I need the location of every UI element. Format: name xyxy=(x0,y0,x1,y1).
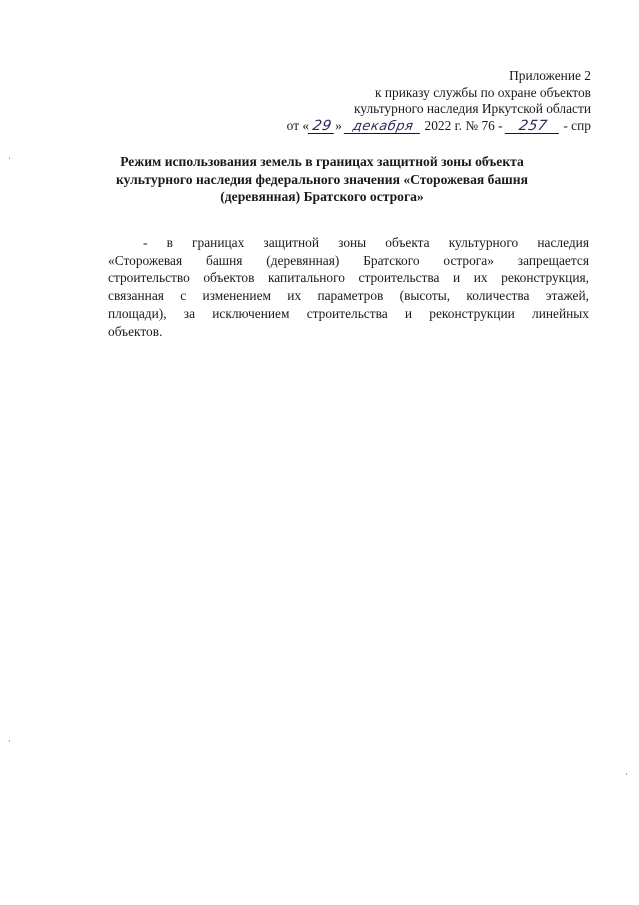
date-prefix: от « xyxy=(286,117,310,133)
scan-speck xyxy=(9,740,10,742)
order-year-number: 2022 г. № 76 - xyxy=(424,117,503,133)
scan-speck xyxy=(9,157,10,159)
order-suffix: - спр xyxy=(563,117,591,133)
order-reference: к приказу службы по охране объектов xyxy=(375,84,591,100)
appendix-number: Приложение 2 xyxy=(509,68,591,83)
title-line-2: культурного наследия федерального значения «Сторожевая башня xyxy=(116,171,528,187)
paragraph-line-2: «Сторожевая башня (деревянная) Братского острога» запрещается xyxy=(108,252,589,268)
handwritten-day: 29 xyxy=(308,120,336,134)
appendix-header xyxy=(231,68,591,134)
agency-name: культурного наследия Иркутской области xyxy=(354,101,591,116)
title-line-3: (деревянная) Братского острога» xyxy=(220,189,424,204)
handwritten-order-number: 257 xyxy=(505,120,561,134)
regulation-paragraph xyxy=(108,234,589,340)
handwritten-month: декабря xyxy=(344,120,422,134)
scan-speck xyxy=(626,773,627,775)
document-title xyxy=(96,153,548,206)
title-line-1: Режим использования земель в границах защитной зоны объекта xyxy=(120,154,524,169)
date-quote-close: » xyxy=(335,117,342,133)
paragraph-line-6: объектов. xyxy=(108,323,163,339)
order-date-line xyxy=(231,118,591,135)
paragraph-line-4: связанная с изменением их параметров (высоты, количества этажей, xyxy=(108,288,589,304)
paragraph-line-5: площади), за исключением строительства и реконструкции линейных xyxy=(108,305,589,321)
paragraph-line-3: строительство объектов капитального строительства и их реконструкция, xyxy=(108,270,589,286)
paragraph-line-1: - в границах защитной зоны объекта культурного наследия xyxy=(143,235,589,250)
